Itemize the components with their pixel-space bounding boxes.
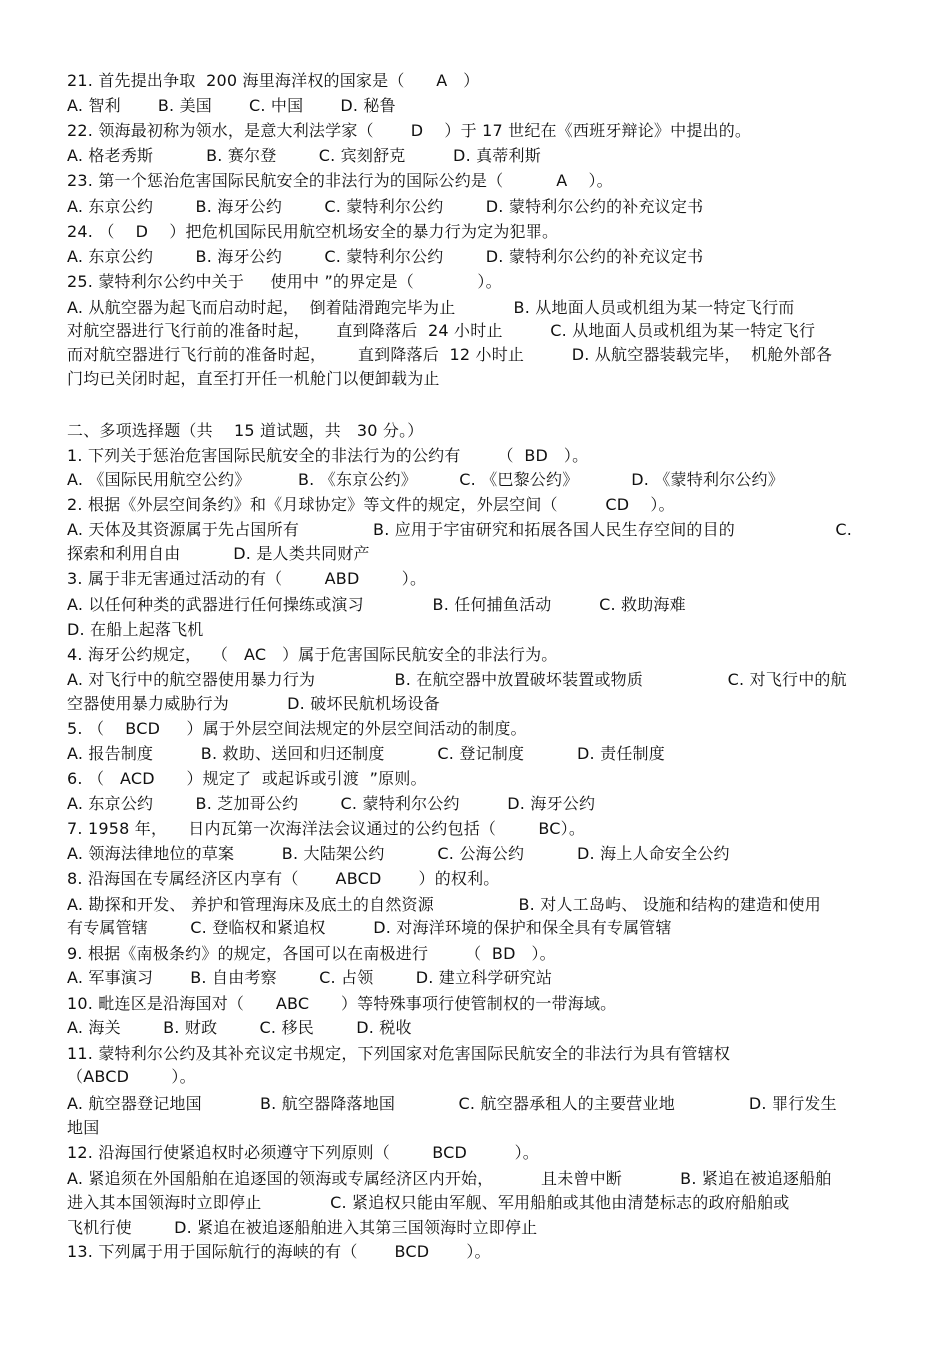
text-line: 12. 沿海国行使紧追权时必须遵守下列原则（ BCD ）。 (67, 1143, 539, 1162)
text-line: 飞机行使 D. 紧追在被追逐船舶进入其第三国领海时立即停止 (67, 1218, 538, 1237)
text-line: A. 海关 B. 财政 C. 移民 D. 税收 (67, 1018, 412, 1037)
text-line: 1. 下列关于惩治危害国际民航安全的非法行为的公约有 （ BD ）。 (67, 446, 589, 465)
text-line: 2. 根据《外层空间条约》和《月球协定》等文件的规定，外层空间（ CD ）。 (67, 495, 675, 514)
text-line: A. 东京公约 B. 芝加哥公约 C. 蒙特利尔公约 D. 海牙公约 (67, 794, 596, 813)
text-line: A. 勘探和开发、 养护和管理海床及底土的自然资源 B. 对人工岛屿、 设施和结构的建造和使用 (67, 895, 821, 914)
text-line: 11. 蒙特利尔公约及其补充议定书规定，下列国家对危害国际民航安全的非法行为具有管辖权 (67, 1044, 731, 1063)
text-line: 21. 首先提出争取 200 海里海洋权的国家是（ A ） (67, 71, 480, 90)
text-line: 4. 海牙公约规定， （ AC ）属于危害国际民航安全的非法行为。 (67, 645, 558, 664)
text-line: 地国 (67, 1118, 100, 1137)
text-line: 对航空器进行飞行前的准备时起， 直到降落后 24 小时止 C. 从地面人员或机组为某一特定飞行 (67, 321, 816, 340)
text-line: 6. （ ACD ）规定了 或起诉或引渡 ”原则。 (67, 769, 427, 788)
text-line: 门均已关闭时起，直至打开任一机舱门以便卸载为止 (67, 369, 440, 388)
text-line: 8. 沿海国在专属经济区内享有（ ABCD ）的权利。 (67, 869, 500, 888)
text-line: （ABCD ）。 (67, 1067, 196, 1086)
text-line: 空器使用暴力威胁行为 D. 破坏民航机场设备 (67, 694, 440, 713)
text-line: A. 对飞行中的航空器使用暴力行为 B. 在航空器中放置破坏装置或物质 C. 对飞行中的航 (67, 670, 847, 689)
text-line: A. 报告制度 B. 救助、送回和归还制度 C. 登记制度 D. 责任制度 (67, 744, 665, 763)
text-line: A. 航空器登记地国 B. 航空器降落地国 C. 航空器承租人的主要营业地 D. 罪行发生 (67, 1094, 837, 1113)
text-line: 24. （ D ）把危机国际民用航空机场安全的暴力行为定为犯罪。 (67, 222, 559, 241)
text-line: 探索和利用自由 D. 是人类共同财产 (67, 544, 370, 563)
text-line: A. 《国际民用航空公约》 B. 《东京公约》 C. 《巴黎公约》 D. 《蒙特利尔公约》 (67, 470, 784, 489)
text-line: A. 领海法律地位的草案 B. 大陆架公约 C. 公海公约 D. 海上人命安全公约 (67, 844, 730, 863)
text-line: 5. （ BCD ）属于外层空间法规定的外层空间活动的制度。 (67, 719, 527, 738)
text-line: A. 紧追须在外国船舶在追逐国的领海或专属经济区内开始， 且未曾中断 B. 紧追在被追逐船舶 (67, 1169, 832, 1188)
text-line: 25. 蒙特利尔公约中关于 使用中 ”的界定是（ ）。 (67, 272, 502, 291)
text-line: A. 东京公约 B. 海牙公约 C. 蒙特利尔公约 D. 蒙特利尔公约的补充议定书 (67, 247, 704, 266)
text-line: A. 以任何种类的武器进行任何操练或演习 B. 任何捕鱼活动 C. 救助海难 (67, 595, 686, 614)
text-line: 23. 第一个惩治危害国际民航安全的非法行为的国际公约是（ A ）。 (67, 171, 613, 190)
text-line: 进入其本国领海时立即停止 C. 紧追权只能由军舰、军用船舶或其他由清楚标志的政府船舶或 (67, 1193, 790, 1212)
text-line: 10. 毗连区是沿海国对（ ABC ）等特殊事项行使管制权的一带海域。 (67, 994, 617, 1013)
text-line: D. 在船上起落飞机 (67, 620, 204, 639)
text-line: 二、多项选择题（共 15 道试题，共 30 分。） (67, 421, 424, 440)
text-line: 22. 领海最初称为领水，是意大利法学家（ D ）于 17 世纪在《西班牙辩论》中提出的。 (67, 121, 752, 140)
text-line: 13. 下列属于用于国际航行的海峡的有（ BCD ）。 (67, 1242, 491, 1261)
text-line: A. 东京公约 B. 海牙公约 C. 蒙特利尔公约 D. 蒙特利尔公约的补充议定书 (67, 197, 704, 216)
text-line: A. 智利 B. 美国 C. 中国 D. 秘鲁 (67, 96, 396, 115)
text-line: 3. 属于非无害通过活动的有（ ABD ）。 (67, 569, 427, 588)
text-line: 而对航空器进行飞行前的准备时起， 直到降落后 12 小时止 D. 从航空器装载完毕， 机舱外部各 (67, 345, 833, 364)
text-line: A. 从航空器为起飞而启动时起， 倒着陆滑跑完毕为止 B. 从地面人员或机组为某一特定飞行而 (67, 298, 795, 317)
text-line: A. 格老秀斯 B. 赛尔登 C. 宾刻舒克 D. 真蒂利斯 (67, 146, 541, 165)
text-line: A. 天体及其资源属于先占国所有 B. 应用于宇宙研究和拓展各国人民生存空间的目的 C. (67, 520, 853, 539)
text-line: 7. 1958 年， 日内瓦第一次海洋法会议通过的公约包括（ BC）。 (67, 819, 586, 838)
text-line: 有专属管辖 C. 登临权和紧追权 D. 对海洋环境的保护和保全具有专属管辖 (67, 918, 672, 937)
text-line: 9. 根据《南极条约》的规定，各国可以在南极进行 （ BD ）。 (67, 944, 556, 963)
text-line: A. 军事演习 B. 自由考察 C. 占领 D. 建立科学研究站 (67, 968, 553, 987)
